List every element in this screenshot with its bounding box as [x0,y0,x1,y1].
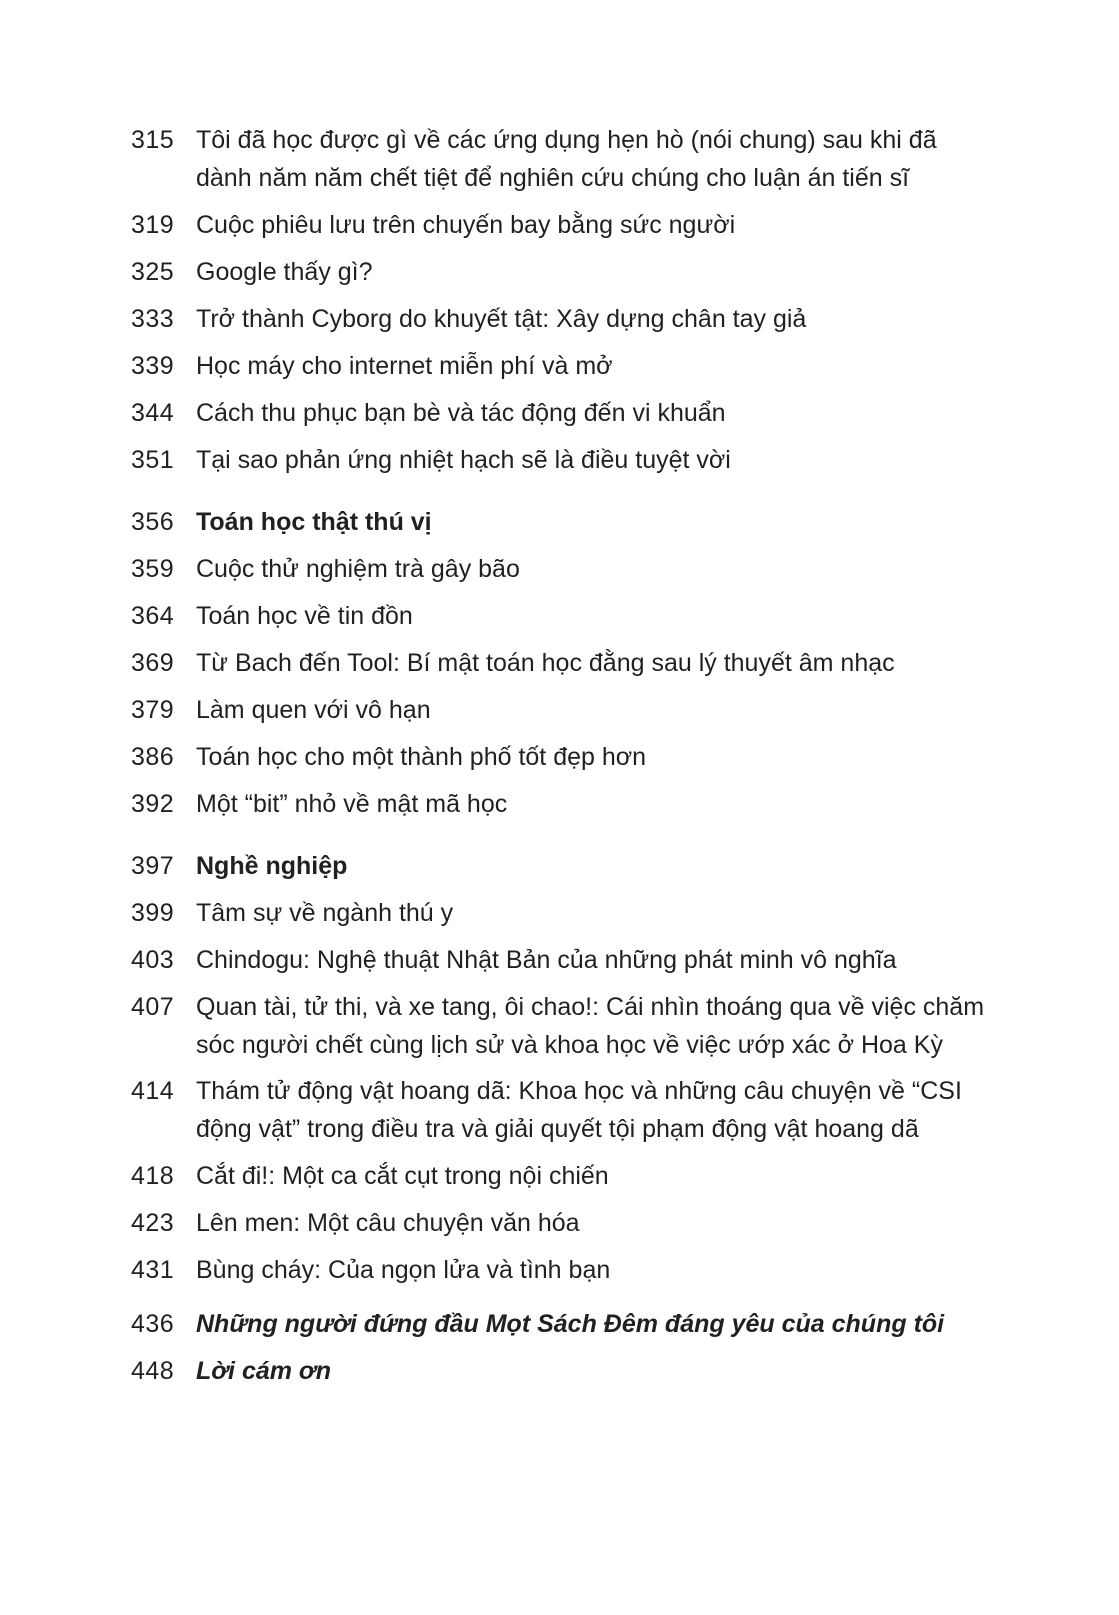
toc-entry-title: Chindogu: Nghệ thuật Nhật Bản của những phát minh vô nghĩa [196,946,897,974]
toc-page-number: 448 [131,1357,175,1385]
toc-entry-title: Cuộc phiêu lưu trên chuyến bay bằng sức người [196,211,736,239]
toc-entry-title: Lên men: Một câu chuyện văn hóa [196,1209,580,1237]
toc-closing-title: Lời cám ơn [196,1357,331,1385]
toc-entry-title: Tại sao phản ứng nhiệt hạch sẽ là điều tuyệt vời [196,446,731,474]
toc-page-number: 333 [131,305,175,333]
toc-page-number: 399 [131,899,175,927]
toc-entry-title: Toán học về tin đồn [196,602,413,630]
toc-entry-title: Google thấy gì? [196,258,373,286]
toc-page-number: 397 [131,852,175,880]
toc-entry-title: Học máy cho internet miễn phí và mở [196,352,613,380]
toc-page-number: 319 [131,211,175,239]
toc-entry-title: Thám tử động vật hoang dã: Khoa học và những câu chuyện về “CSI động vật” trong điều tra và giải quyết tội phạm động vật hoang dã [196,1077,962,1143]
toc-page-number: 325 [131,258,175,286]
toc-entry-title: Một “bit” nhỏ về mật mã học [196,790,508,818]
toc-entry-title: Cách thu phục bạn bè và tác động đến vi khuẩn [196,399,726,427]
toc-closing-title: Những người đứng đầu Mọt Sách Đêm đáng yêu của chúng tôi [196,1310,945,1338]
toc-page-number: 344 [131,399,175,427]
toc-page-number: 414 [131,1077,175,1105]
toc-entry-title: Cắt đi!: Một ca cắt cụt trong nội chiến [196,1162,609,1190]
toc-page-number: 379 [131,696,175,724]
toc-page-number: 423 [131,1209,175,1237]
toc-page-number: 431 [131,1256,175,1284]
toc-entry-title: Tôi đã học được gì về các ứng dụng hẹn hò (nói chung) sau khi đã dành năm năm chết tiệt để nghiên cứu chúng cho luận án tiến sĩ [196,126,937,192]
toc-entry-title: Toán học cho một thành phố tốt đẹp hơn [196,743,647,771]
toc-entry-title: Làm quen với vô hạn [196,696,431,724]
toc-page-number: 403 [131,946,175,974]
toc-page-number: 351 [131,446,175,474]
toc-page-number: 356 [131,508,175,536]
toc-page-number: 359 [131,555,175,583]
toc-entry-title: Trở thành Cyborg do khuyết tật: Xây dựng chân tay giả [196,305,807,333]
toc-page-number: 315 [131,126,175,154]
toc-page-number: 364 [131,602,175,630]
toc-section-title: Nghề nghiệp [196,852,348,880]
toc-page-number: 369 [131,649,175,677]
toc-page-number: 392 [131,790,175,818]
toc-page-number: 418 [131,1162,175,1190]
toc-page-number: 339 [131,352,175,380]
toc-section-title: Toán học thật thú vị [196,508,432,536]
toc-entry-title: Quan tài, tử thi, và xe tang, ôi chao!: Cái nhìn thoáng qua về việc chăm sóc người chết cùng lịch sử và khoa học về việc ướp xác ở Hoa Kỳ [196,993,985,1059]
toc-entry-title: Cuộc thử nghiệm trà gây bão [196,555,520,583]
toc-entry-title: Từ Bach đến Tool: Bí mật toán học đằng sau lý thuyết âm nhạc [196,649,895,677]
toc-page-number: 436 [131,1310,175,1338]
toc-page-number: 407 [131,993,175,1021]
toc-page-number: 386 [131,743,175,771]
toc-entry-title: Bùng cháy: Của ngọn lửa và tình bạn [196,1256,611,1284]
toc-entry-title: Tâm sự về ngành thú y [196,899,454,927]
